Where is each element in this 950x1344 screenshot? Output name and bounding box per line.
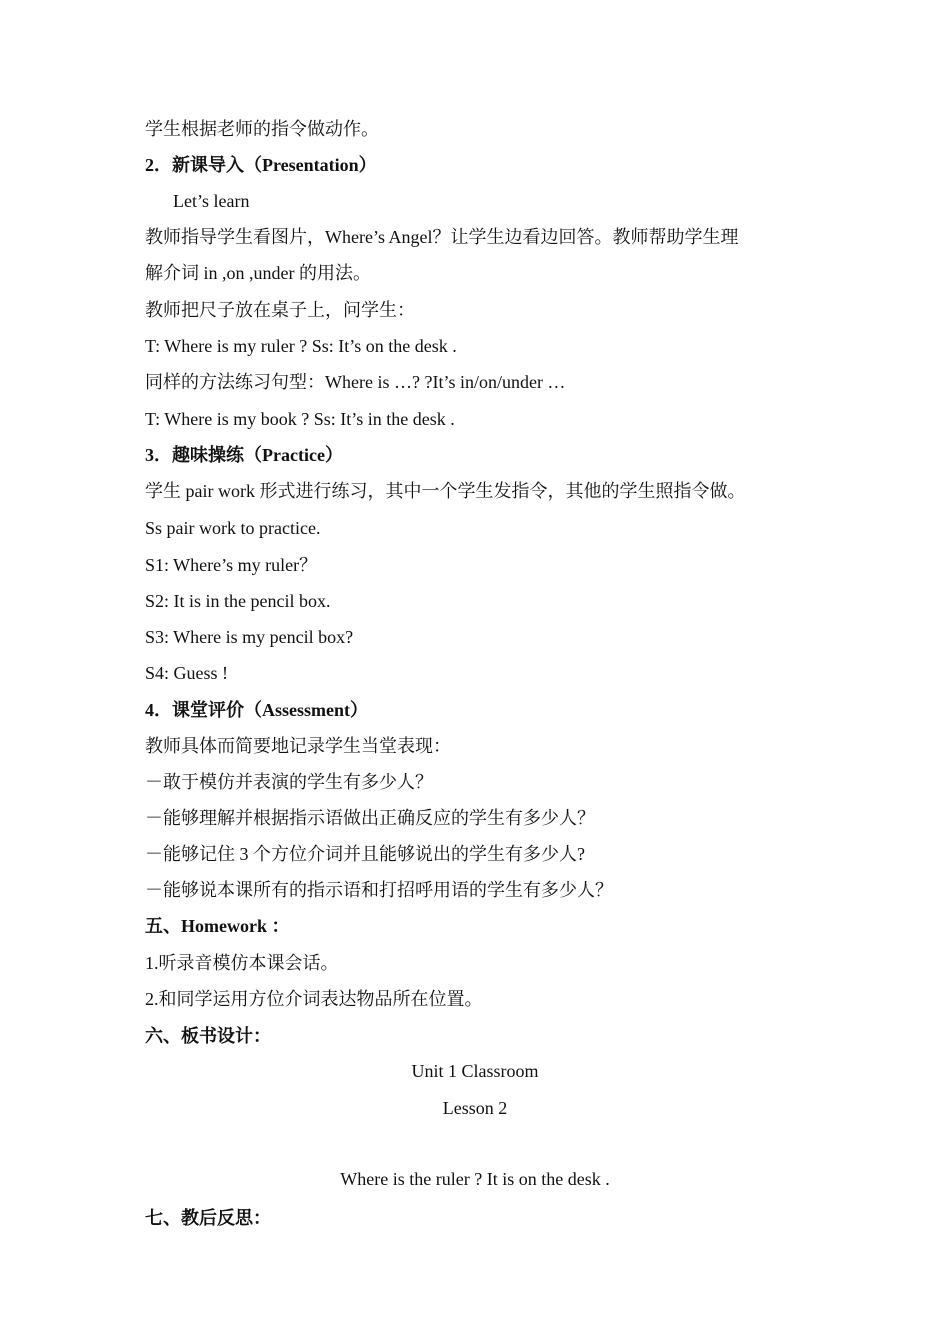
- text-line: 学生根据老师的指令做动作。: [145, 119, 379, 139]
- section-heading-homework: 五、Homework ：: [145, 916, 290, 936]
- text-line: 1.听录音模仿本课会话。: [145, 953, 339, 973]
- text-line: －敢于模仿并表演的学生有多少人？: [145, 772, 433, 792]
- text-line: 2.和同学运用方位介词表达物品所在位置。: [145, 989, 483, 1009]
- section-heading-assessment: 4．课堂评价（Assessment）: [145, 700, 368, 720]
- text-line: T: Where is my book ? Ss: It’s in the desk .: [145, 409, 455, 429]
- board-sentence: Where is the ruler ? It is on the desk .: [340, 1169, 610, 1189]
- text-line: Ss pair work to practice.: [145, 518, 321, 538]
- text-line: S1: Where’s my ruler？: [145, 555, 318, 575]
- text-line: －能够理解并根据指示语做出正确反应的学生有多少人？: [145, 808, 595, 828]
- section-heading-presentation: 2．新课导入（Presentation）: [145, 155, 377, 175]
- text-line: S4: Guess !: [145, 663, 229, 683]
- text-line: S3: Where is my pencil box?: [145, 627, 354, 647]
- section-heading-board-design: 六、板书设计：: [145, 1026, 271, 1046]
- text-line: 教师把尺子放在桌子上，问学生：: [145, 300, 415, 320]
- text-line: 同样的方法练习句型：Where is …? ?It’s in/on/under …: [145, 372, 566, 392]
- text-line: 教师具体而简要地记录学生当堂表现：: [145, 736, 451, 756]
- section-heading-reflection: 七、教后反思：: [145, 1208, 271, 1228]
- text-line: 学生 pair work 形式进行练习，其中一个学生发指令，其他的学生照指令做。: [145, 481, 746, 501]
- text-line: 解介词 in ,on ,under 的用法。: [145, 263, 371, 283]
- text-line: T: Where is my ruler ? Ss: It’s on the desk .: [145, 336, 457, 356]
- text-line: －能够记住 3 个方位介词并且能够说出的学生有多少人?: [145, 844, 585, 864]
- text-line: 教师指导学生看图片，Where’s Angel？让学生边看边回答。教师帮助学生理: [145, 227, 739, 247]
- board-lesson-title: Lesson 2: [442, 1098, 508, 1118]
- text-line: S2: It is in the pencil box.: [145, 591, 331, 611]
- board-unit-title: Unit 1 Classroom: [411, 1061, 539, 1081]
- text-line: Let’s learn: [173, 191, 250, 211]
- text-line: －能够说本课所有的指示语和打招呼用语的学生有多少人？: [145, 880, 613, 900]
- section-heading-practice: 3．趣味操练（Practice）: [145, 445, 343, 465]
